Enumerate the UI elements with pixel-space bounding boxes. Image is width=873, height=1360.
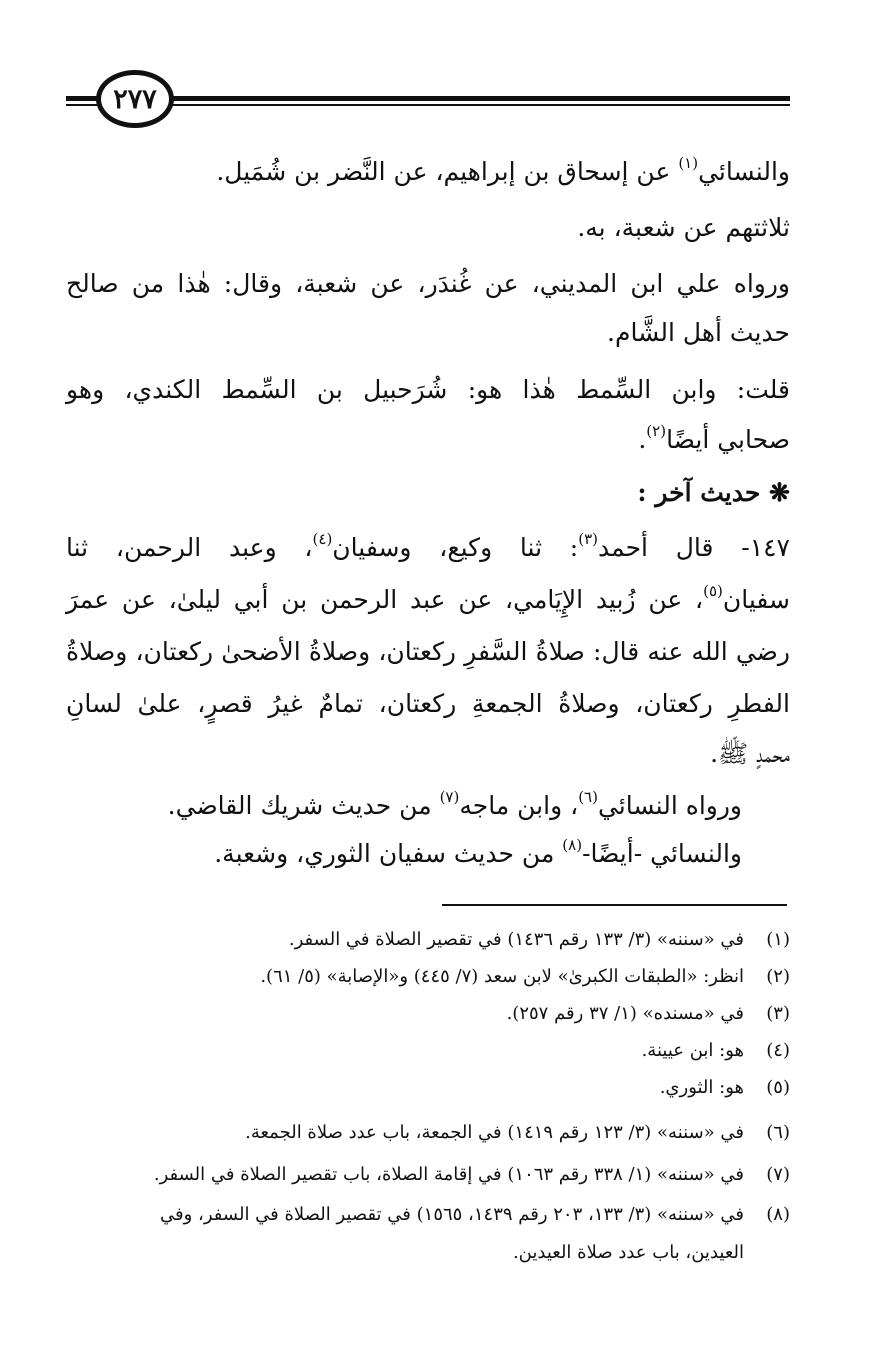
footnote bbox=[289, 923, 790, 957]
footnote-number: (١) bbox=[766, 929, 790, 950]
text-run: ورواه علي ابن المديني، عن غُندَر، عن شعبة، وقال: هٰذا من صالح bbox=[66, 269, 790, 298]
text-run: عن إسحاق بن إبراهيم، عن النَّضر بن شُمَيل. bbox=[216, 157, 679, 186]
body-line bbox=[638, 420, 790, 460]
footnote-continuation bbox=[513, 1236, 744, 1270]
body-line bbox=[66, 632, 790, 672]
footnote-text: انظر: «الطبقات الكبرىٰ» لابن سعد (٧/ ٤٤٥) و«الإصابة» (٥/ ٦١). bbox=[260, 966, 744, 987]
footnote-text: هو: ابن عيينة. bbox=[641, 1040, 744, 1061]
footnote bbox=[245, 1116, 790, 1150]
text-run: رضي الله عنه قال: صلاةُ السَّفرِ ركعتان، وصلاةُ الأضحىٰ ركعتان، وصلاةُ bbox=[66, 637, 790, 666]
footnote-marker: (٤) bbox=[312, 530, 333, 548]
footnote bbox=[507, 997, 790, 1031]
text-run: . bbox=[638, 425, 647, 454]
footnote bbox=[660, 1071, 790, 1105]
footnote bbox=[154, 1158, 790, 1192]
footnote-number: (٣) bbox=[766, 1003, 790, 1024]
text-run: من حديث شريك القاضي. bbox=[167, 791, 440, 820]
footnote-marker: (٧) bbox=[439, 788, 460, 806]
page-number: ٢٧٧ bbox=[96, 70, 174, 128]
text-run: قلت: وابن السِّمط هٰذا هو: شُرَحبيل بن السِّمط الكندي، وهو bbox=[66, 375, 790, 404]
text-run: ، وابن ماجه bbox=[459, 791, 579, 820]
body-line bbox=[66, 528, 790, 568]
body-line bbox=[168, 786, 742, 826]
text-run: من حديث سفيان الثوري، وشعبة. bbox=[214, 839, 563, 868]
text-run: ورواه النسائي bbox=[597, 791, 742, 820]
text-run: صحابي أيضًا bbox=[666, 425, 790, 454]
footnote bbox=[260, 960, 790, 994]
footnote-marker: (٣) bbox=[578, 530, 598, 548]
footnote-text: في «مسنده» (١/ ٣٧ رقم ٢٥٧). bbox=[506, 1003, 744, 1024]
text-run: ، عن زُبيد الإِيَامي، عن عبد الرحمن بن أبي ليلىٰ، عن عمرَ bbox=[66, 585, 704, 614]
text-run: ، وعبد الرحمن، ثنا bbox=[66, 533, 313, 562]
footnote-text: في «سننه» (٣/ ١٣٣، ٢٠٣ رقم ١٤٣٩، ١٥٦٥) في تقصير الصلاة في السفر، وفي bbox=[160, 1204, 744, 1225]
footnote-number: (٥) bbox=[766, 1077, 790, 1098]
body-line bbox=[66, 580, 790, 620]
star-ornament-icon: ❋ bbox=[760, 478, 790, 507]
footnote-marker: (٥) bbox=[703, 582, 723, 600]
footnote-number: (٦) bbox=[766, 1122, 790, 1143]
footnote-number: (٤) bbox=[766, 1040, 790, 1061]
body-line bbox=[66, 684, 790, 724]
footnote-number: (٢) bbox=[766, 966, 790, 987]
header-rule-thick bbox=[66, 96, 790, 101]
text-run: ثلاثتهم عن شعبة، به. bbox=[577, 213, 790, 242]
heading-text: حديث آخر : bbox=[637, 478, 761, 507]
footnote-number: (٨) bbox=[766, 1204, 790, 1225]
text-run: والنسائي bbox=[698, 157, 790, 186]
footnote-text: هو: الثوري. bbox=[659, 1077, 744, 1098]
body-line bbox=[577, 208, 790, 248]
footnote-text: في «سننه» (٣/ ١٣٣ رقم ١٤٣٦) في تقصير الصلاة في السفر. bbox=[288, 929, 744, 950]
text-run: محمدٍ ﷺ. bbox=[710, 739, 790, 768]
text-run: الفطرِ ركعتان، وصلاةُ الجمعةِ ركعتان، تمامٌ غيرُ قصرٍ، علىٰ لسانِ bbox=[66, 689, 790, 718]
body-line bbox=[216, 152, 790, 192]
footnote bbox=[160, 1198, 790, 1232]
section-heading bbox=[637, 473, 790, 513]
footnote-marker: (١) bbox=[678, 154, 699, 172]
body-line bbox=[607, 313, 790, 353]
footnote-number: (٧) bbox=[766, 1164, 790, 1185]
footnote-text: العيدين، باب عدد صلاة العيدين. bbox=[512, 1242, 744, 1263]
header-rule-thin bbox=[66, 104, 790, 106]
footnote-text: في «سننه» (١/ ٣٣٨ رقم ١٠٦٣) في إقامة الصلاة، باب تقصير الصلاة في السفر. bbox=[153, 1164, 744, 1185]
text-run: : ثنا وكيع، وسفيان bbox=[332, 533, 579, 562]
footnote-separator bbox=[442, 904, 787, 906]
text-run: ١٤٧- قال أحمد bbox=[598, 533, 790, 562]
footnote-marker: (٢) bbox=[646, 422, 667, 440]
body-line bbox=[710, 734, 790, 774]
body-line bbox=[66, 370, 790, 410]
footnote-marker: (٨) bbox=[562, 836, 583, 854]
text-run: والنسائي -أيضًا- bbox=[582, 839, 742, 868]
body-line bbox=[214, 834, 742, 874]
body-line bbox=[66, 264, 790, 304]
text-run: حديث أهل الشَّام. bbox=[607, 318, 790, 347]
footnote-text: في «سننه» (٣/ ١٢٣ رقم ١٤١٩) في الجمعة، باب عدد صلاة الجمعة. bbox=[245, 1122, 744, 1143]
text-run: سفيان bbox=[722, 585, 790, 614]
footnote bbox=[642, 1034, 790, 1068]
footnote-marker: (٦) bbox=[578, 788, 598, 806]
